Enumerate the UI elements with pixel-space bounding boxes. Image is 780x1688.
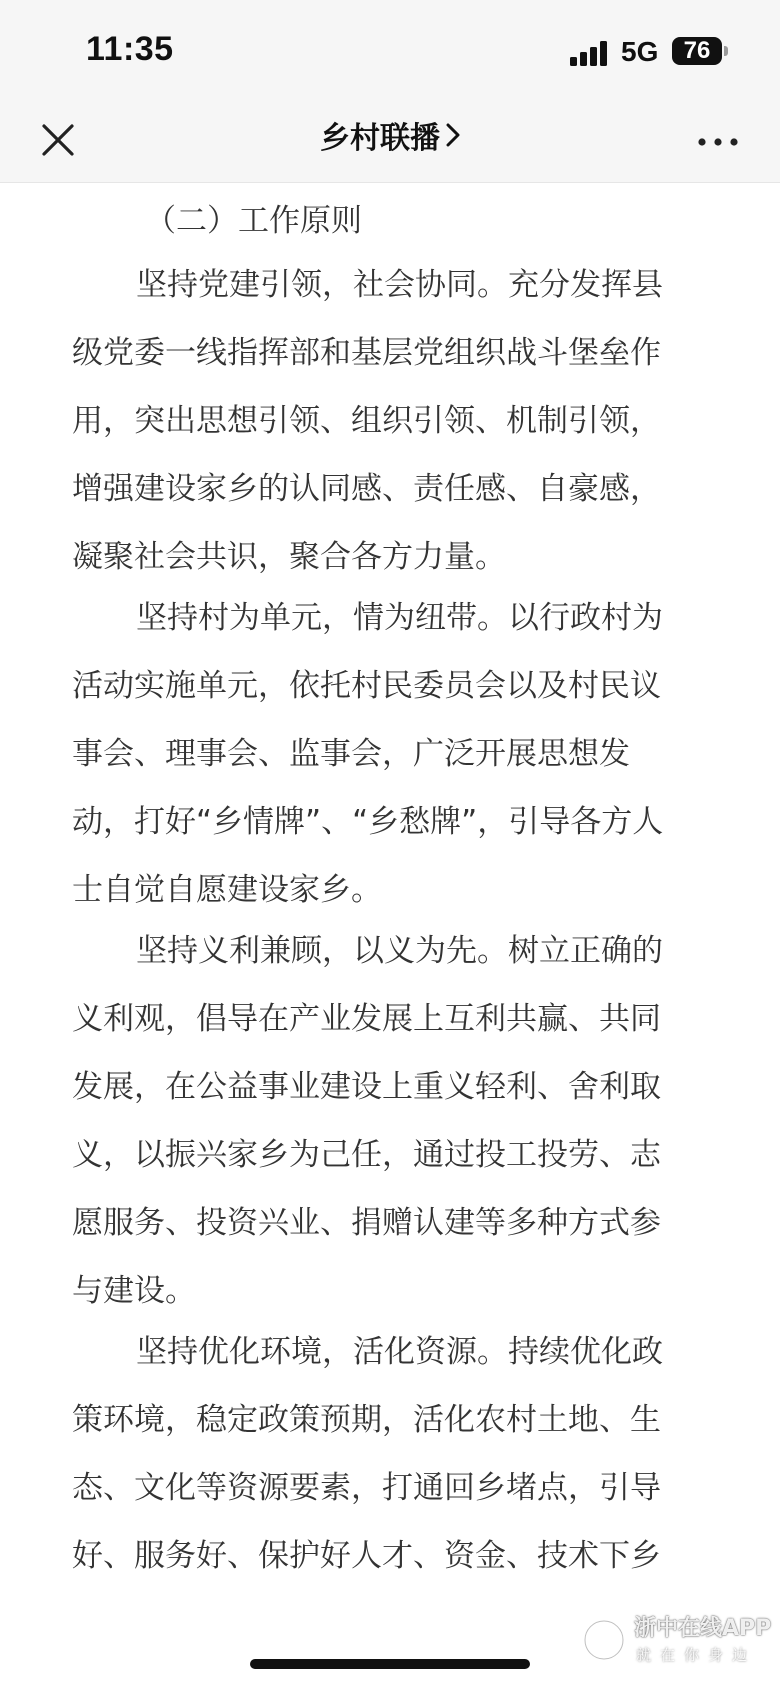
more-dots-icon[interactable]: [694, 122, 742, 162]
paragraph-line: 愿服务、投资兴业、捐赠认建等多种方式参: [72, 1205, 661, 1241]
watermark-logo-icon: [582, 1618, 626, 1662]
nav-title: 乡村联播: [320, 121, 440, 156]
battery-cap: [724, 46, 728, 56]
article-paragraph: [72, 917, 692, 1325]
paragraph-line: 坚持村为单元，情为纽带。以行政村为: [136, 600, 663, 636]
paragraph-line: 义利观，倡导在产业发展上互利共赢、共同: [72, 1001, 661, 1037]
paragraph-line: 增强建设家乡的认同感、责任感、自豪感，: [72, 471, 661, 507]
home-indicator[interactable]: [250, 1659, 530, 1669]
watermark-name: 浙中在线APP: [634, 1616, 772, 1641]
paragraph-line: 发展，在公益事业建设上重义轻利、舍利取: [72, 1069, 661, 1105]
paragraph-line: 坚持义利兼顾，以义为先。树立正确的: [136, 933, 663, 969]
chevron-right-icon: [446, 118, 460, 158]
article-paragraph: [72, 251, 692, 591]
app-watermark: [582, 1612, 778, 1678]
paragraph-line: 坚持优化环境，活化资源。持续优化政: [136, 1334, 663, 1370]
network-label: 5G: [621, 36, 659, 67]
section-heading: （二）工作原则: [145, 203, 362, 239]
status-time: 11:35: [86, 30, 174, 68]
nav-title-wrapper: [0, 100, 780, 182]
paragraph-line: 坚持党建引领，社会协同。充分发挥县: [136, 267, 663, 303]
article-paragraph: [72, 1318, 692, 1590]
status-bar: [0, 0, 780, 100]
signal-icon: [570, 40, 608, 66]
paragraph-line: 义，以振兴家乡为己任，通过投工投劳、志: [72, 1137, 661, 1173]
paragraph-line: 动，打好“乡情牌”、“乡愁牌”，引导各方人: [72, 804, 664, 840]
article-paragraph: [72, 584, 692, 924]
battery-icon: [672, 37, 722, 65]
nav-bar: [0, 100, 780, 183]
paragraph-line: 凝聚社会共识，聚合各方力量。: [72, 539, 506, 575]
paragraph-line: 态、文化等资源要素，打通回乡堵点，引导: [72, 1470, 661, 1506]
paragraph-line: 级党委一线指挥部和基层党组织战斗堡垒作: [72, 335, 661, 371]
article-content: [0, 183, 780, 1688]
battery-level: 76: [683, 37, 711, 64]
paragraph-line: 士自觉自愿建设家乡。: [72, 872, 382, 908]
close-icon[interactable]: [36, 118, 80, 162]
paragraph-line: 用，突出思想引领、组织引领、机制引领，: [72, 403, 661, 439]
paragraph-line: 策环境，稳定政策预期，活化农村土地、生: [72, 1402, 661, 1438]
account-title-button[interactable]: [320, 119, 460, 159]
watermark-tagline: 就在你身边: [636, 1646, 757, 1664]
paragraph-line: 与建设。: [72, 1273, 196, 1309]
paragraph-line: 活动实施单元，依托村民委员会以及村民议: [72, 668, 661, 704]
paragraph-line: 事会、理事会、监事会，广泛开展思想发: [72, 736, 630, 772]
paragraph-line: 好、服务好、保护好人才、资金、技术下乡: [72, 1538, 661, 1574]
